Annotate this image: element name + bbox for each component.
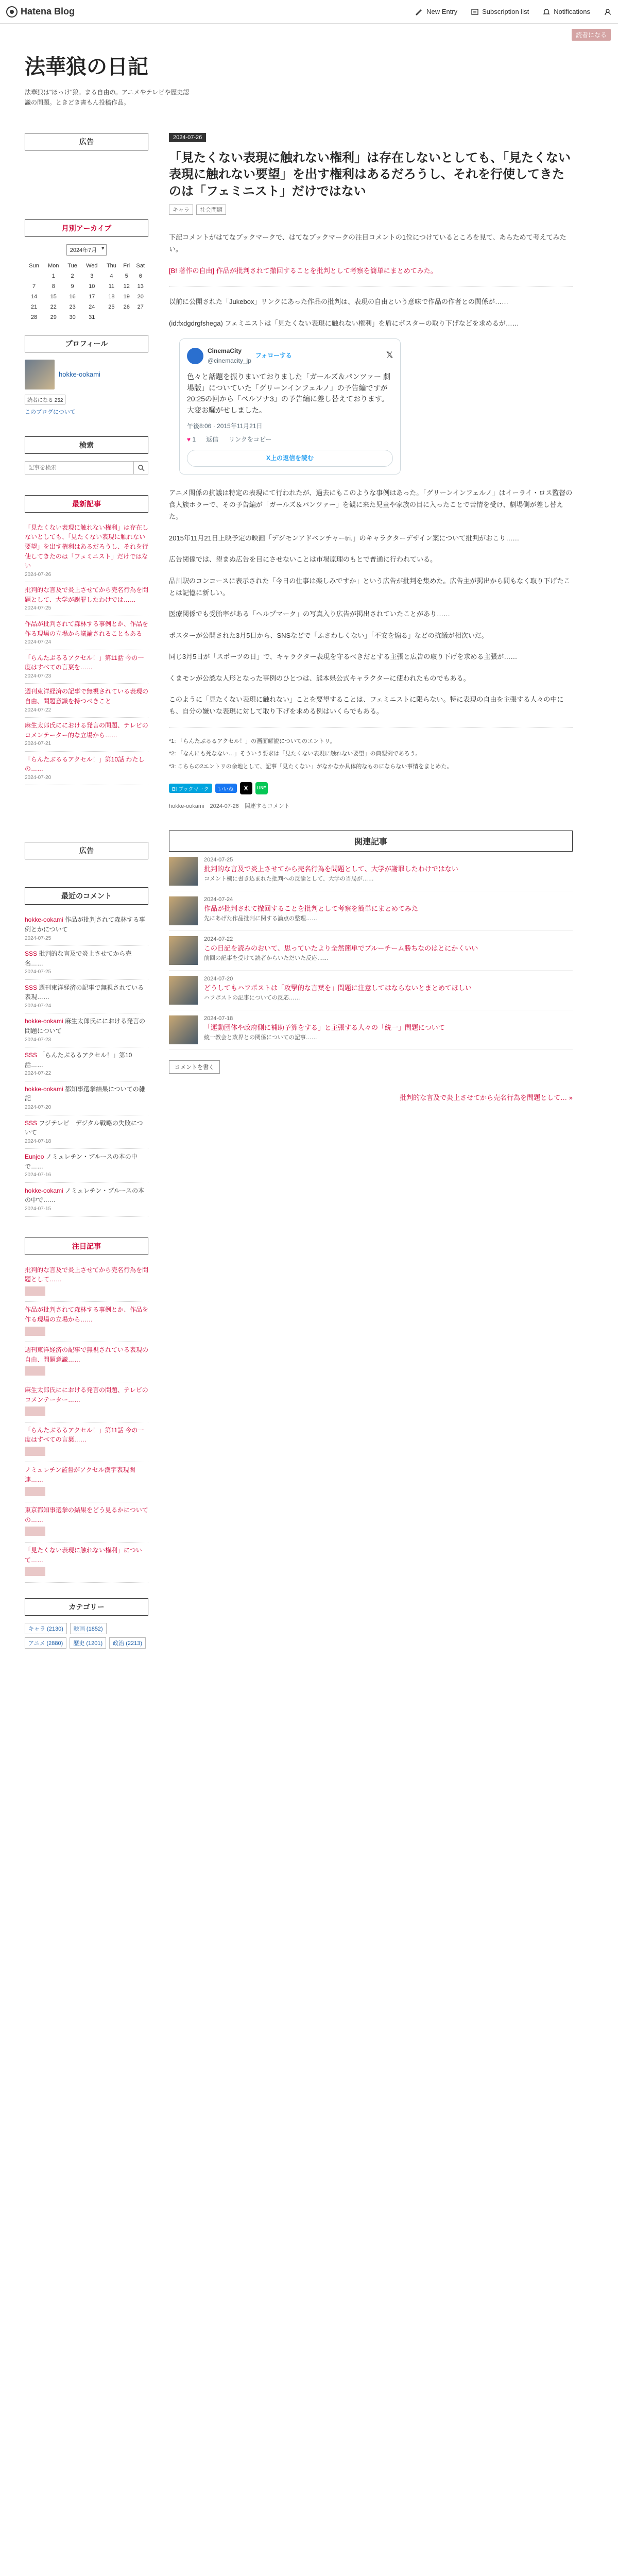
user-icon [604,8,612,16]
embedded-tweet[interactable] [179,338,401,474]
comment-entry-title[interactable]: ノミュレチン・ブルースの本の中で…… [25,1187,145,1204]
related-entry[interactable] [169,971,573,1010]
calendar-day[interactable]: 13 [137,283,144,290]
category-list [25,1623,148,1649]
popular-entry-bookmark-badge[interactable] [25,1286,45,1296]
blog-header [0,46,618,108]
calendar-day-header: Sun [29,262,39,269]
article-paragraph: アニメ関係の抗議は特定の表現にて行われたが、過去にもこのような事例はあった。「グリーンインフェルノ」はイーライ・ロス監督の食人族ホラーで、その予告編が「ガールズ＆パンツァー」を観に来た児童や家族の目に入ったことで苦情を受け、劇場側が差し替えた。 [169,488,573,521]
footnote: *1: 「らんたぶるるアクセル！」の画面解説についてのエントリ。 [169,738,336,744]
recent-entries [25,520,148,786]
comment-entry-title[interactable]: 批判的な言及で炎上させてから売名…… [25,950,132,967]
write-comment-button[interactable]: コメントを書く [169,1060,220,1074]
share-buttons [169,782,573,794]
recent-comment[interactable] [25,980,148,1014]
recent-comment[interactable] [25,1013,148,1047]
comment-author[interactable]: hokke-ookami [25,1187,63,1194]
category-tag[interactable]: 政治 (2213) [109,1637,146,1649]
recent-comment[interactable] [25,1149,148,1183]
category-tag[interactable]: アニメ (2880) [25,1637,66,1649]
like-button[interactable]: いいね [215,784,237,793]
recent-entry[interactable] [25,616,148,650]
calendar-day[interactable]: 12 [123,283,130,290]
new-entry-label: New Entry [426,8,458,15]
calendar-day-header: Wed [86,262,98,269]
x-share-button[interactable]: X [240,782,252,794]
recent-entry-title[interactable]: 作品が批判されて森林する事例とか、作品を作る現場の立場から議論されることもある [25,620,149,637]
category-heading: カテゴリー [25,1598,148,1616]
popular-entry[interactable] [25,1543,148,1583]
comments-heading: 最近のコメント [25,887,148,905]
recent-entry-title[interactable]: 批判的な言及で炎上させてから売名行為を問題として、大学が謝罪したわけでは…… [25,586,149,603]
calendar-day[interactable]: 29 [50,314,57,320]
archive-month-select[interactable]: 2024年7月 ▾ [66,244,107,256]
sidebar [25,133,148,1649]
recent-entry-title[interactable]: 「らんたぶるるアクセル！」第11話 今の一度はすべての言葉を…… [25,654,144,671]
related-entry-thumbnail[interactable] [169,976,198,1005]
calendar-day[interactable]: 11 [108,283,115,290]
comment-author[interactable]: SSS [25,950,38,958]
popular-entry[interactable] [25,1382,148,1422]
related-entry-date: 2024-07-24 [204,896,233,903]
popular-entry-title[interactable]: 「らんたぶるるアクセル！」第11話 今の一度はすべての言葉…… [25,1426,144,1444]
ad-slot [25,158,148,219]
popular-entry[interactable] [25,1302,148,1342]
article-paragraph: 広告関係では、望まぬ広告を目にさせないことは市場原理のもとで普通に行われている。 [169,555,437,564]
comment-author[interactable]: hokke-ookami [25,1018,63,1025]
related-entry-thumbnail[interactable] [169,896,198,925]
article-body [169,231,573,772]
comment-entry-title[interactable]: フジテレビ デジタル戦略の失敗について [25,1119,143,1137]
category-tag[interactable]: 映画 (1852) [70,1623,107,1634]
tweet-follow-button[interactable]: フォローする [255,352,292,360]
calendar-day [121,312,133,323]
calendar-day-header: Mon [48,262,59,269]
recent-entry-date: 2024-07-23 [25,673,52,679]
search-input[interactable] [25,462,133,474]
popular-entry-title[interactable]: 週刊東洋経済の記事で無視されている表現の自由、問題意識…… [25,1346,149,1363]
recent-entry[interactable] [25,582,148,616]
calendar-day[interactable]: 4 [110,273,113,279]
article-paragraph: 品川駅のコンコースに表示された「今日の仕事は楽しみですか」という広告が批判を集めた。広告主が掲出から間もなく取り下げたことは記憶に新しい。 [169,577,571,597]
recent-entry-title[interactable]: 週刊東洋経済の記事で無視されている表現の自由、問題意識を持つべきこと [25,688,149,705]
article-paragraph: このように「見たくない表現に触れない」ことを要望することは、フェミニストに限らない。特に表現の自由を主張する人々の中にも、自分の嫌いな表現に対して取り下げを求める例はいくらでもある。 [169,695,564,716]
recent-comments [25,912,148,1216]
article-paragraph: くまモンが公認な人形となった事例のひとつは、熊本県公式キャラクターに使われたものでもある。 [169,674,470,682]
related-entry-excerpt: 統一教会と政界との関係についての記事…… [204,1035,317,1041]
related-entry-date: 2024-07-22 [204,936,233,942]
category-tag[interactable]: 歴史 (1201) [70,1637,106,1649]
related-entry-excerpt: ハフポストの記事についての反応…… [204,995,300,1002]
comment-entry-title[interactable]: 「らんたぶるるアクセル！」第10話…… [25,1052,132,1069]
search-heading: 検索 [25,436,148,454]
popular-entry-title[interactable]: 批判的な言及で炎上させてから売名行為を問題として…… [25,1266,149,1283]
notifications-label: Notifications [554,8,590,15]
recent-entry[interactable] [25,752,148,786]
hatena-logo-text: Hatena Blog [21,6,75,16]
tweet-reply-button[interactable]: 返信 [206,436,219,444]
calendar-day[interactable]: 5 [125,273,128,279]
recent-entry-date: 2024-07-21 [25,741,52,747]
popular-entry[interactable] [25,1262,148,1302]
recent-entry-title[interactable]: 「らんたぶるるアクセル！」第10話 わたしの…… [25,755,145,773]
calendar-day[interactable]: 27 [137,303,144,310]
comment-entry-title[interactable]: 作品が批判されて森林する事例とかについて [25,916,146,933]
bell-icon [542,8,551,16]
related-entry-thumbnail[interactable] [169,857,198,886]
hatena-bookmark-button[interactable]: B! ブックマーク [169,784,212,793]
profile-subscribe-badge[interactable]: 読者になる 252 [25,395,65,404]
calendar-day[interactable]: 9 [71,283,74,290]
tweet-author[interactable]: CinemaCity [208,347,242,354]
popular-entry-bookmark-badge[interactable] [25,1527,45,1536]
recent-entry[interactable] [25,718,148,752]
recent-entry[interactable] [25,650,148,684]
popular-heading: 注目記事 [25,1238,148,1255]
related-entry-date: 2024-07-18 [204,1015,233,1022]
popular-entry-title[interactable]: 麻生太郎氏ににおける発言の問題、テレビのコメンテーター…… [25,1386,148,1403]
recent-entry-date: 2024-07-26 [25,571,52,578]
popular-entry[interactable] [25,1502,148,1543]
popular-entry[interactable] [25,1462,148,1502]
subscribe-button[interactable]: 読者になる [572,29,611,41]
popular-entry-title[interactable]: ノミュレチン監督がアクセル漢字表現関連…… [25,1466,135,1484]
pen-icon [415,8,423,16]
ad-heading-2: 広告 [25,842,148,859]
calendar-day-header: Sat [136,262,145,269]
global-bar [0,0,618,24]
related-entry-title[interactable]: どうしてもハフポストは「攻撃的な言葉を」問題に注意してはならないとまとめてほしい [204,984,472,992]
recent-comment[interactable] [25,1047,148,1081]
recent-heading: 最新記事 [25,495,148,513]
article-tags [169,205,573,215]
comment-date: 2024-07-25 [25,935,52,941]
popular-entry-bookmark-badge[interactable] [25,1327,45,1336]
calendar-day-header: Fri [123,262,130,269]
comment-date: 2024-07-23 [25,1037,52,1043]
tweet-avatar[interactable] [187,348,203,364]
calendar-day[interactable]: 23 [69,303,76,310]
calendar-day[interactable]: 6 [139,273,142,279]
category-tag[interactable]: キャラ (2130) [25,1623,67,1634]
related-entry-thumbnail[interactable] [169,1015,198,1044]
recent-entry[interactable] [25,520,148,582]
notifications-link[interactable] [542,8,590,16]
article-paragraph: 2015年11月21日上映予定の映画「デジモンアドベンチャーtri.」のキャラクターデザイン案について批判がおこり…… [169,534,520,542]
list-icon [471,8,479,16]
related-entry-excerpt: 前回の記事を受けて読者からいただいた反応…… [204,955,329,962]
calendar-day-header: Thu [106,262,116,269]
calendar-day [102,312,121,323]
search-button[interactable] [133,462,148,474]
article-quote-link[interactable]: [B! 著作の自由] 作品が批判されて撤回することを批判として考察を簡単にまとめてみた。 [169,266,437,275]
calendar-day[interactable]: 2 [71,273,74,279]
popular-entry[interactable] [25,1342,148,1382]
tweet-copy-link-button[interactable]: リンクをコピー [229,436,272,444]
related-entry-excerpt: コメント欄に書き込まれた批判への反論として、大学の当局が…… [204,876,374,883]
article-paragraph: 下記コメントがはてなブックマークで、はてなブックマークの注目コメントの1位につけているところを見て、あらためて考えてみたい。 [169,233,566,253]
search-box [25,461,148,474]
about-blog-link[interactable]: このブログについて [25,409,76,415]
calendar-day[interactable]: 16 [69,293,76,300]
recent-comment[interactable] [25,946,148,980]
comment-date: 2024-07-20 [25,1105,52,1110]
recent-entry-title[interactable]: 麻生太郎氏ににおける発言の問題、テレビのコメンテーター的な立場から…… [25,722,148,739]
related-entry-title[interactable]: 作品が批判されて撤回することを批判として考察を簡単にまとめてみた [204,904,419,912]
hatena-logo[interactable] [6,6,75,18]
article-paragraph: 同じ3月5日が「スポーツの日」で、キャラクター表現を守るべきだとする主張と広告の取り下げを求める主張が…… [169,653,518,661]
subscribe-row [0,24,618,46]
related-entry-title[interactable]: 批判的な言及で炎上させてから売名行為を問題として、大学が謝罪したわけではない [204,865,458,873]
comment-author[interactable]: SSS [25,1052,38,1059]
calendar-day[interactable]: 28 [30,314,38,320]
comment-author[interactable]: Eunjeo [25,1153,44,1161]
subscription-list-label: Subscription list [482,8,529,15]
comment-author[interactable]: hokke-ookami [25,916,63,924]
related-entries [169,831,573,1050]
recent-entry-date: 2024-07-25 [25,605,52,612]
calendar-day[interactable]: 26 [123,303,130,310]
blog-title[interactable]: 法華狼の日記 [25,55,148,79]
profile-name[interactable]: hokke-ookami [59,370,100,379]
related-entry-excerpt: 先にあげた作品批判に関する論点の整理…… [204,916,317,922]
profile-heading: プロフィール [25,335,148,352]
calendar-day[interactable]: 24 [89,303,95,310]
calendar-day[interactable]: 22 [50,303,57,310]
blog-description: 法華狼は"ほっけ"狼。まる自由の。アニメやテレビや歴史認識の問題。ときどき書もん投稿作品。 [25,89,190,107]
new-entry-link[interactable] [415,8,457,16]
heart-icon: ♥ [187,436,191,444]
archive-heading: 月別アーカイブ [25,219,148,237]
calendar-day[interactable]: 17 [89,293,95,300]
calendar-day[interactable]: 14 [30,293,38,300]
related-entry-title[interactable]: この日記を読みのおいて、思っていたより全然簡単でブルーチーム勝ちなのはとにかくいい [204,944,478,952]
recent-entry[interactable] [25,684,148,718]
calendar-day[interactable]: 25 [108,303,115,310]
tweet-like-button[interactable] [187,435,196,445]
related-entry-date: 2024-07-25 [204,856,233,863]
article-paragraph: (id:fxdgdrgfshega) フェミニストは「見たくない表現に触れない権利」を盾にポスターの取り下げなどを求めるが…… [169,319,519,327]
article-paragraph: ポスターが公開された3月5日から、SNSなどで「ふさわしくない」「不安を煽る」などの抗議が相次いだ。 [169,631,488,639]
comment-entry-title[interactable]: 週刊東洋経済の記事で無視されている表現…… [25,984,144,1001]
comment-entry-title[interactable]: 都知事選挙結果についての雑記 [25,1085,145,1103]
tweet-like-count: 1 [192,436,196,444]
recent-comment[interactable] [25,1081,148,1115]
archive-calendar [25,261,148,323]
popular-entries [25,1262,148,1583]
related-entry[interactable] [169,931,573,971]
popular-entry-bookmark-badge[interactable] [25,1406,45,1416]
comment-author[interactable]: SSS [25,984,38,991]
user-menu[interactable] [604,8,612,16]
calendar-day-header: Tue [67,262,77,269]
recent-entry-date: 2024-07-20 [25,774,52,781]
calendar-day [25,271,43,281]
popular-entry-bookmark-badge[interactable] [25,1567,45,1576]
calendar-day[interactable]: 8 [52,283,55,290]
calendar-day[interactable]: 7 [32,283,36,290]
comment-entry-title[interactable]: ノミュレチン・ブルースの本の中で…… [25,1153,138,1170]
recent-entry-title[interactable]: 「見たくない表現に触れない権利」は存在しないとしても、「見たくない表現に触れない要望」を出す権利はあるだろうし、それを行使してきたのは「フェミニスト」だけではない [25,523,149,570]
main-content [169,133,573,1649]
tweet-text: 色々と話題を振りまいておりました「ガールズ＆パンツァー 劇場版」についていた「グリーンインフェルノ」の予告編ですが20:25の回から「ベルソナ3」の予告編に差し替えております。大変お騒がせしました。 [187,372,391,415]
recent-comment[interactable] [25,912,148,946]
related-entry-title[interactable]: 「運動団体や政府側に補助予算をする」と主張する人々の「統一」問題について [204,1023,445,1031]
ad-slot-2 [25,867,148,887]
article-title[interactable]: 「見たくない表現に触れない権利」は存在しないとしても、「見たくない表現に触れない要望」を出す権利はあるだろうし、それを行使してきたのは「フェミニスト」だけではない [169,149,571,198]
calendar-day[interactable]: 15 [50,293,57,300]
related-entry[interactable] [169,891,573,931]
recent-comment[interactable] [25,1183,148,1217]
calendar-day[interactable]: 31 [89,314,95,320]
recent-entry-date: 2024-07-24 [25,639,52,646]
next-entry-link[interactable]: 批判的な言及で炎上させてから売名行為を問題として… » [400,1093,573,1101]
calendar-day[interactable]: 10 [89,283,95,290]
tweet-timestamp[interactable]: 午後8:06 · 2015年11月21日 [187,422,263,430]
comment-date: 2024-07-18 [25,1138,52,1144]
comment-entry-title[interactable]: 麻生太郎氏ににおける発言の問題について [25,1018,146,1035]
popular-entry[interactable] [25,1422,148,1463]
comment-date: 2024-07-22 [25,1071,52,1077]
calendar-day[interactable]: 30 [69,314,76,320]
article-meta: hokke-ookami 2024-07-26 関連するコメント [169,803,290,809]
comment-date: 2024-07-25 [25,969,52,975]
footnote: *3: こちらの2エントリの余地として、記事「見たくない」がなかなか具体的なものにならない事情をまとめた。 [169,764,453,770]
tweet-read-replies-button[interactable]: X上の返信を読む [187,450,393,467]
related-entry[interactable] [169,852,573,891]
article-tag[interactable]: 社会問題 [196,205,226,215]
popular-entry-title[interactable]: 作品が批判されて森林する事例とか、作品を作る現場の立場から…… [25,1306,149,1323]
calendar-day[interactable]: 19 [123,293,130,300]
article-paragraph: 医療関係でも受胎率がある「ヘルプマーク」の写真入り広告が掲出されていたことがあり…… [169,610,451,618]
calendar-day[interactable]: 18 [108,293,115,300]
calendar-day[interactable]: 21 [30,303,38,310]
comment-author[interactable]: SSS [25,1119,38,1127]
popular-entry-title[interactable]: 「見たくない表現に触れない権利」について…… [25,1547,142,1564]
article-date[interactable]: 2024-07-26 [169,133,206,142]
popular-entry-title[interactable]: 東京都知事選挙の結果をどう見るかについての…… [25,1506,148,1523]
related-entry-date: 2024-07-20 [204,975,233,982]
subscription-list-link[interactable] [471,8,529,16]
popular-entry-bookmark-badge[interactable] [25,1447,45,1456]
related-entry[interactable] [169,1010,573,1050]
calendar-day[interactable]: 3 [90,273,94,279]
popular-entry-bookmark-badge[interactable] [25,1487,45,1496]
article-paragraph: 以前に公開された「Jukebox」リンクにあった作品の批判は、表現の自由という意味で作品の作者との関係が…… [169,298,509,306]
ad-heading: 広告 [25,133,148,150]
related-heading: 関連記事 [169,831,573,852]
calendar-day[interactable]: 1 [52,273,55,279]
comment-date: 2024-07-15 [25,1206,52,1212]
profile-avatar[interactable] [25,360,55,389]
x-logo-icon[interactable]: 𝕏 [386,351,393,360]
popular-entry-bookmark-badge[interactable] [25,1366,45,1376]
footnote: *2: 「なんにも死なない…」そういう要求は「見たくない表現に触れない要望」の典型例であろう。 [169,751,421,757]
recent-comment[interactable] [25,1115,148,1149]
article-tag[interactable]: キャラ [169,205,193,215]
comment-date: 2024-07-16 [25,1172,52,1178]
line-share-button[interactable]: LINE [255,782,268,794]
recent-entry-date: 2024-07-22 [25,707,52,713]
calendar-day[interactable]: 20 [137,293,144,300]
comment-author[interactable]: hokke-ookami [25,1085,63,1093]
related-entry-thumbnail[interactable] [169,936,198,965]
tweet-handle[interactable]: @cinemacity_jp [208,357,251,364]
comment-date: 2024-07-24 [25,1003,52,1009]
calendar-day [133,312,148,323]
search-icon [138,464,145,471]
hatena-logo-icon [6,6,18,18]
